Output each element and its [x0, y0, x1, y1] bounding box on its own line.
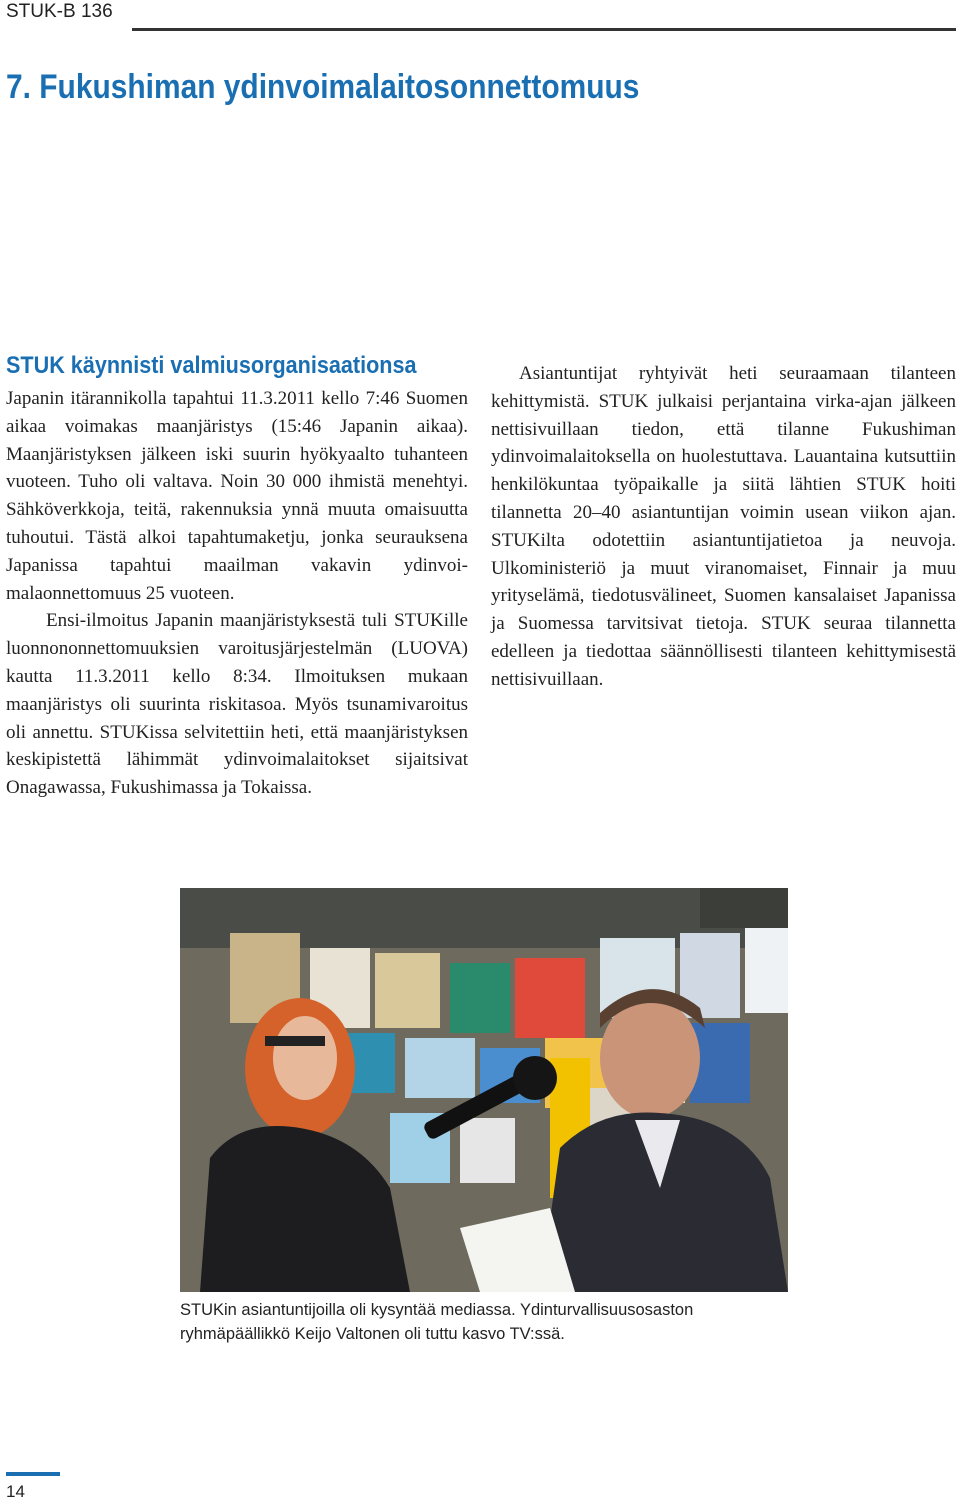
left-column — [6, 385, 468, 802]
series-label: STUK-B 136 — [6, 1, 113, 22]
header-rule — [132, 28, 956, 31]
page-number: 14 — [6, 1482, 25, 1501]
interview-photo — [180, 888, 788, 1292]
caption-line: STUKin asiantuntijoilla oli kysyntää mediassa. Ydinturvallisuusosaston — [180, 1301, 694, 1319]
caption-line: ryhmäpäällikkö Keijo Valtonen oli tuttu kasvo TV:ssä. — [180, 1325, 565, 1343]
section-heading: STUK käynnisti valmiusorganisaationsa — [6, 352, 417, 379]
right-column — [491, 360, 956, 694]
body-paragraph: Asiantuntijat ryhtyivät heti seuraamaan tilanteen kehittymistä. STUK julkaisi perjantaina virka-ajan jälkeen nettisivuillaan tiedon, että tilanne Fukushiman ydinvoimalaitoksella on huolestuttava. Lauantaina kutsuttiin henkilökuntaa työpaikalle ja siitä lähtien STUK hoiti tilannetta 20–40 asiantuntijan voimin usean viikon ajan. STUKilta odotettiin asiantuntijatietoa ja neuvoja. Ulkoministeriö ja muut viranomaiset, Finnair ja muu yrityselämä, tiedotusvälineet, Suomen kansalaiset Japanissa ja Suomessa tarvitsivat tietoja. STUK seuraa tilannetta edelleen ja tiedottaa säännöllisesti tilanteen kehittymisestä nettisivuillaan. — [491, 363, 956, 690]
body-paragraph: Japanin itärannikolla tapahtui 11.3.2011 kello 7:46 Suomen aikaa voimakas maanjäristys (15:46 Japanin aikaa). Maanjäristyksen jälkeen iski suurin hyökyaalto tuhanteen vuoteen. Tuho oli valtava. Noin 30 000 ihmistä menehtyi. Sähköverkkoja, teitä, rakennuksia ynnä muuta omaisuutta tuhoutui. Tästä alkoi tapahtumaketju, jonka seurauksena Japanissa tapahtui maailman vakavin ydinvoimalaonnettomuus 25 vuoteen. — [6, 388, 468, 604]
chapter-title: 7. Fukushiman ydinvoimalaitosonnettomuus — [6, 68, 640, 106]
photo-caption — [180, 1298, 780, 1346]
footer-rule — [6, 1472, 60, 1476]
body-paragraph: Ensi-ilmoitus Japanin maanjäristyksestä tuli STUKille luonnononnettomuuksien varoitusjärjestelmän (LUOVA) kautta 11.3.2011 kello 8:34. Ilmoituksen mukaan maanjäristys oli suurinta riskitasoa. Myös tsunamivaroitus oli annettu. STUKissa selvitettiin heti, että maanjäristyksen keskipistettä lähimmät ydinvoimalaitokset sijaitsivat Onagawassa, Fukushimassa ja Tokaissa. — [6, 610, 468, 799]
